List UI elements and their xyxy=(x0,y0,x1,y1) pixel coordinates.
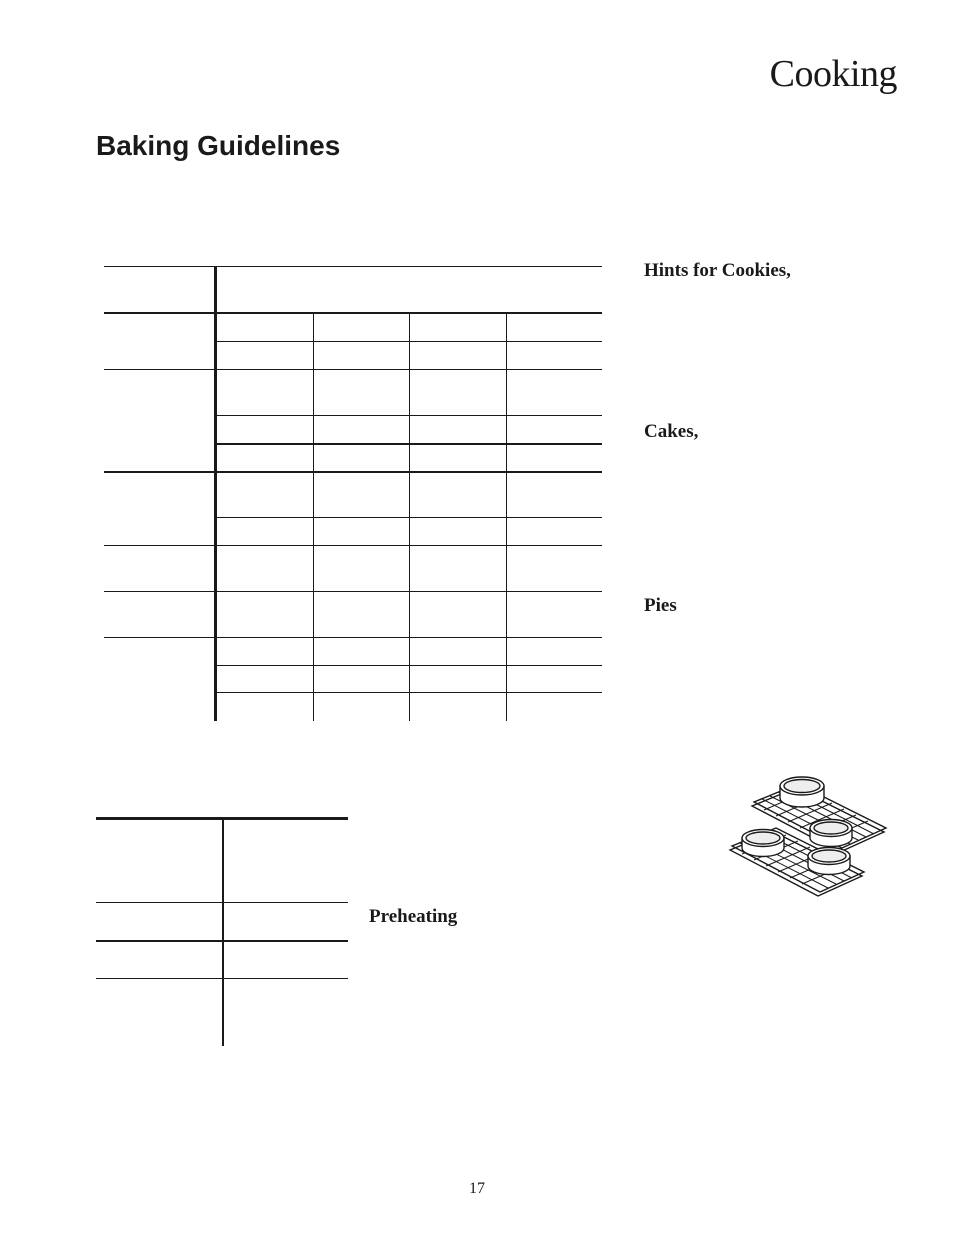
cakes-heading: Cakes, xyxy=(644,421,699,442)
table-row xyxy=(104,312,602,314)
table-divider xyxy=(409,312,410,721)
table-row xyxy=(96,940,348,942)
pies-heading: Pies xyxy=(644,595,677,616)
table-divider xyxy=(222,820,224,1046)
page-heading: Baking Guidelines xyxy=(96,130,341,161)
table-row xyxy=(96,902,348,903)
table-row xyxy=(216,665,602,666)
table-row xyxy=(96,817,348,820)
table-row xyxy=(104,591,602,592)
table-row xyxy=(216,692,602,693)
table-row xyxy=(216,341,602,342)
table-row xyxy=(104,545,602,546)
page-number: 17 xyxy=(469,1180,485,1197)
table-divider xyxy=(214,266,217,721)
table-row xyxy=(96,978,348,979)
table-row xyxy=(104,637,602,638)
table-divider xyxy=(506,312,507,721)
table-row xyxy=(104,471,602,473)
table-row xyxy=(216,443,602,445)
table-row xyxy=(216,517,602,518)
table-row xyxy=(104,369,602,370)
table-divider xyxy=(313,312,314,721)
oven-racks-with-pans-icon xyxy=(728,772,890,898)
table-row xyxy=(216,415,602,416)
section-title: Cooking xyxy=(769,53,897,95)
preheating-heading: Preheating xyxy=(369,906,458,927)
table-row xyxy=(104,266,602,267)
hints-cookies-heading: Hints for Cookies, xyxy=(644,260,791,281)
